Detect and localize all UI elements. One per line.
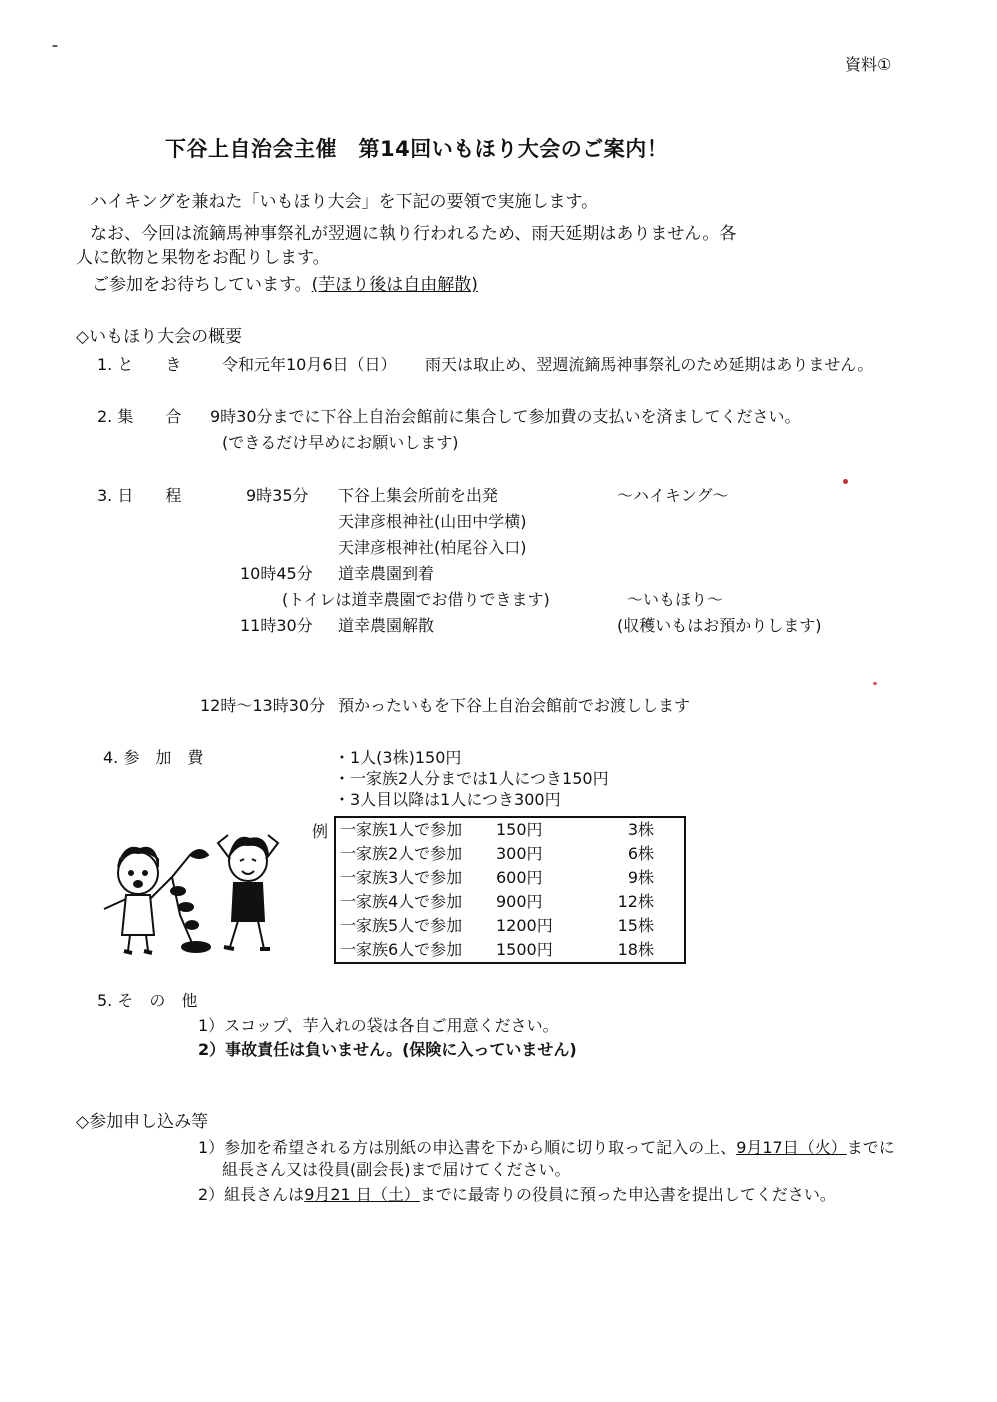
schedule-tag-hiking: ～ハイキング～ (617, 486, 729, 505)
fee-example-plants: 6株 (627, 844, 654, 863)
fee-example-row (335, 842, 685, 866)
document-label: 資料① (845, 55, 892, 74)
fee-example-plants: 18株 (617, 940, 654, 959)
page-title: 下谷上自治会主催 第14回いもほり大会のご案内！ (165, 137, 669, 161)
application-item-2 (198, 1182, 836, 1205)
application-item-1-cont: 組長さん又は役員(副会長)まで届けてください。 (222, 1160, 571, 1179)
schedule-event: 預かったいもを下谷上自治会館前でお渡しします (338, 696, 691, 715)
children-illustration (100, 825, 290, 965)
schedule-label: 3. 日 程 (97, 486, 182, 505)
fee-example-price: 1200円 (496, 916, 553, 935)
fee-example-price: 1500円 (496, 940, 553, 959)
fee-example-plants: 9株 (627, 868, 654, 887)
schedule-time: 10時45分 (240, 564, 313, 583)
scan-speck (873, 682, 877, 685)
deadline-date-1: 9月17日（火） (736, 1138, 847, 1157)
meet-note: (できるだけ早めにお願いします) (222, 433, 459, 452)
scan-speck (52, 45, 58, 47)
schedule-event: (トイレは道幸農園でお借りできます) (282, 590, 550, 609)
scan-speck (843, 479, 848, 484)
other-item-1: 1）スコップ、芋入れの袋は各自ご用意ください。 (198, 1016, 559, 1035)
fee-example-desc: 一家族6人で参加 (340, 940, 463, 959)
fee-example-row (335, 866, 685, 890)
schedule-event: 道幸農園解散 (338, 616, 435, 635)
schedule-time: 11時30分 (240, 616, 313, 635)
fee-example-plants: 15株 (617, 916, 654, 935)
application-heading: ◇参加申し込み等 (76, 1112, 209, 1132)
meet-text: 9時30分までに下谷上自治会館前に集合して参加費の支払いを済ましてください。 (210, 407, 801, 426)
schedule-tag-digging: ～いもほり～ (627, 590, 724, 609)
schedule-event: 天津彦根神社(山田中学横) (338, 512, 527, 531)
fee-example-plants: 3株 (627, 820, 654, 839)
other-item-2: 2）事故責任は負いません。(保険に入っていません) (198, 1040, 577, 1059)
schedule-event: 道幸農園到着 (338, 564, 435, 583)
fee-example-desc: 一家族4人で参加 (340, 892, 463, 911)
schedule-event: 天津彦根神社(柏尾谷入口) (338, 538, 527, 557)
fee-example-desc: 一家族2人で参加 (340, 844, 463, 863)
intro-line-1: ハイキングを兼ねた「いもほり大会」を下記の要領で実施します。 (90, 192, 599, 212)
when-label: 1. と き (97, 355, 182, 374)
application-item-1 (198, 1135, 895, 1158)
fee-example-row (335, 914, 685, 938)
intro-line-2: なお、今回は流鏑馬神事祭礼が翌週に執り行われるため、雨天延期はありません。各 (90, 224, 737, 244)
fee-example-desc: 一家族3人で参加 (340, 868, 463, 887)
other-label: 5. そ の 他 (97, 991, 198, 1010)
fee-example-row (335, 817, 685, 842)
schedule-tag-harvest: (収穫いもはお預かりします) (617, 616, 822, 635)
schedule-time: 9時35分 (246, 486, 309, 505)
fee-bullet: ・3人目以降は1人につき300円 (334, 790, 561, 809)
intro-line-4-text: ご参加をお待ちしています。 (92, 275, 312, 295)
fee-example-row (335, 890, 685, 914)
application-item-2-tail: までに最寄りの役員に預った申込書を提出してください。 (419, 1185, 836, 1204)
intro-line-4 (92, 270, 478, 295)
fee-example-price: 900円 (496, 892, 543, 911)
when-date: 令和元年10月6日（日） (222, 355, 397, 374)
application-item-1-tail: までに (846, 1138, 895, 1157)
fee-example-price: 150円 (496, 820, 543, 839)
fee-example-desc: 一家族1人で参加 (340, 820, 463, 839)
meet-label: 2. 集 合 (97, 407, 182, 426)
application-item-2-text: 2）組長さんは (198, 1185, 305, 1204)
deadline-date-2: 9月21 日（土） (304, 1185, 420, 1204)
fee-example-desc: 一家族5人で参加 (340, 916, 463, 935)
fee-example-price: 300円 (496, 844, 543, 863)
schedule-time: 12時～13時30分 (200, 696, 326, 715)
when-note: 雨天は取止め、翌週流鏑馬神事祭礼のため延期はありません。 (425, 355, 874, 374)
intro-free-dismissal: (芋ほり後は自由解散) (311, 275, 478, 295)
fee-label: 4. 参 加 費 (103, 748, 204, 767)
fee-example-row (335, 938, 685, 963)
fee-example-plants: 12株 (617, 892, 654, 911)
fee-example-price: 600円 (496, 868, 543, 887)
fee-bullet: ・一家族2人分までは1人につき150円 (334, 769, 609, 788)
application-item-1-text: 1）参加を希望される方は別紙の申込書を下から順に切り取って記入の上、 (198, 1138, 737, 1157)
fee-example-table (334, 816, 686, 964)
overview-heading: ◇いもほり大会の概要 (76, 327, 243, 347)
example-label: 例 (312, 822, 329, 841)
fee-bullet: ・1人(3株)150円 (334, 748, 462, 767)
schedule-event: 下谷上集会所前を出発 (338, 486, 499, 505)
intro-line-3: 人に飲物と果物をお配りします。 (76, 248, 330, 268)
